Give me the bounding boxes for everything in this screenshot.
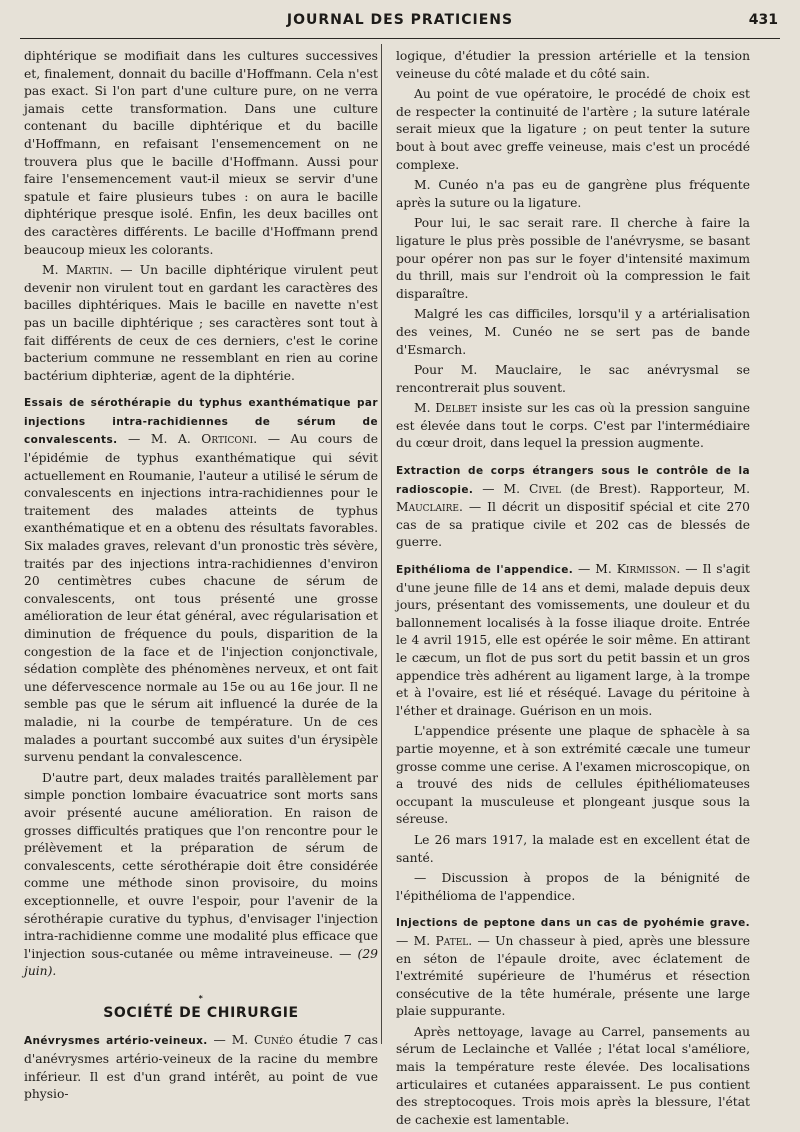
author-name: — M. Patel. (396, 933, 473, 948)
right-column (396, 48, 750, 1132)
date: (29 juin). (24, 946, 378, 979)
section-heading: * SOCIÉTÉ DE CHIRURGIE (24, 995, 378, 1023)
article-heading: Anévrysmes artério-veineux. (24, 1035, 208, 1048)
paragraph: Malgré les cas difficiles, lorsqu'il y a artérialisation des veines, M. Cunéo ne se sert pas de bande d'Esmarch. (396, 307, 750, 357)
author-name: — M. Civel (473, 481, 562, 496)
paragraph: Le 26 mars 1917, la malade est en excellent état de santé. (396, 832, 750, 865)
author-name: — M. Cunéo (207, 1033, 293, 1048)
paragraph: L'appendice présente une plaque de sphacèle à sa partie moyenne, et à son extrémité cæcale une tumeur grosse comme une cerise. A l'examen microscopique, on a trouvé des nids de cellules épithéliomateuses occupant la musculeuse et plongeant jusque sous la séreuse. (396, 724, 750, 827)
speaker-name: M. Martin. (42, 263, 113, 278)
article-paragraph: Anévrysmes artério-veineux. — M. Cunéo étudie 7 cas d'anévrysmes artério-veineux de la racine du membre inférieur. Il est d'un grand intérêt, au point de vue physio- (24, 1033, 378, 1102)
ornament: * (198, 993, 204, 1003)
paragraph: M. Delbet insiste sur les cas où la pression sanguine est élevée dans tout le corps. C'est par l'intermédiaire du cœur droit, dans lequel la pression augmente. (396, 401, 750, 451)
rapporteur-name: Mauclaire. (396, 500, 463, 515)
article-heading: Epithélioma de l'appendice. (396, 564, 574, 577)
speaker-name: M. Delbet (414, 401, 477, 416)
journal-title: JOURNAL DES PRATICIENS (286, 12, 514, 28)
author-name: — M. A. Orticoni. (117, 432, 258, 447)
article-paragraph: Injections de peptone dans un cas de pyohémie grave. — M. Patel. — Un chasseur à pied, après une blessure en séton de l'épaule droite, avec éclatement de l'extrémité supérieure de l'humérus et résection consécutive de la tête humérale, présente une large plaie suppurante. (396, 917, 750, 1019)
paragraph: D'autre part, deux malades traités parallèlement par simple ponction lombaire évacuatrice sont morts sans avoir présenté aucune amélioration. En raison de grosses difficultés pratiques que l'on rencontre pour le prélèvement et la préparation de sérum de convalescents, cette sérothérapie doit être considérée comme une méthode sinon provisoire, du moins exceptionnelle, et ouvre l'espoir, pour l'avenir de la sérothérapie curative du typhus, d'envisager l'injection intra-rachidienne comme une modalité plus efficace que l'injection sous-cutanée ou même intraveineuse. — (29 juin). (24, 770, 378, 979)
paragraph: Après nettoyage, lavage au Carrel, pansements au sérum de Leclainche et Vallée ; l'état local s'améliore, mais la température reste élevée. Des localisations articulaires et cutanées apparaissent. Le pus contient des streptocoques. Trois mois après la blessure, l'état de cachexie est lamentable. (396, 1024, 750, 1127)
paragraph: Pour lui, le sac serait rare. Il cherche à faire la ligature le plus près possible de l'anévrysme, se basant pour opérer non pas sur le foyer d'intensité maximum du thrill, mais sur l'endroit où la compression le fait disparaître. (396, 216, 750, 301)
article-heading: Essais de sérothérapie du typhus exanthématique par injections intra-rachidiennes de sérum de convalescents. (24, 397, 378, 447)
page-number: 431 (748, 12, 778, 28)
column-divider (381, 44, 382, 1044)
paragraph: M. Cunéo n'a pas eu de gangrène plus fréquente après la suture ou la ligature. (396, 178, 750, 210)
article-paragraph: Extraction de corps étrangers sous le contrôle de la radioscopie. — M. Civel (de Brest). Rapporteur, M. Mauclaire. — Il décrit un dispositif spécial et cite 270 cas de sa pratique civile et 202 cas de blessés de guerre. (396, 465, 750, 550)
article-paragraph: Epithélioma de l'appendice. — M. Kirmisson. — Il s'agit d'une jeune fille de 14 ans et demi, malade depuis deux jours, présentant des vomissements, une douleur et du ballonnement localisés à la fosse iliaque droite. Entrée le 4 avril 1915, elle est opérée le soir même. En attirant le cæcum, un flot de pus sort du petit bassin et un gros appendice très adhérent au ligament large, à la trompe et à l'ovaire, est lié et réséqué. Lavage du péritoine à l'éther et drainage. Guérison en un mois. (396, 562, 750, 718)
header-rule (20, 38, 780, 39)
paragraph: logique, d'étudier la pression artérielle et la tension veineuse du côté malade et du côté sain. (396, 49, 750, 81)
paragraph: — Discussion à propos de la bénignité de l'épithélioma de l'appendice. (396, 871, 750, 903)
article-paragraph: Essais de sérothérapie du typhus exanthématique par injections intra-rachidiennes de sérum de convalescents. — M. A. Orticoni. — Au cours de l'épidémie de typhus exanthématique qui sévit actuellement en Roumanie, l'auteur a utilisé le sérum de convalescents en injections intra-rachidiennes pour le traitement des malades atteints de typhus exanthématique et en a obtenu des résultats favorables. Six malades graves, relevant d'un pronostic très sévère, traités par des injections intra-rachidiennes d'environ 20 centimètres cubes chacune de sérum de convalescents, ont tous présenté une grosse amélioration de leur état général, avec régularisation et diminution de fréquence du pouls, disparition de la congestion de la face et de l'injection conjonctivale, sédation complète des phénomènes nerveux, et ont fait une défervescence normale au 15e ou au 16e jour. Il ne semble pas que le sérum ait influencé la durée de la maladie, ni la courbe de température. Un de ces malades a pourtant succombé aux suites d'un érysipèle survenu pendant la convalescence. (24, 397, 378, 765)
article-heading: Injections de peptone dans un cas de pyohémie grave. (396, 917, 750, 930)
left-column (24, 48, 378, 1107)
article-heading: Extraction de corps étrangers sous le contrôle de la radioscopie. (396, 465, 750, 496)
paragraph: diphtérique se modifiait dans les cultures successives et, finalement, donnait du bacille d'Hoffmann. Cela n'est pas exact. Si l'on part d'une culture pure, on ne verra jamais cette transformation. Dans une culture contenant du bacille diphtérique et du bacille d'Hoffmann, en refaisant l'ensemencement on ne trouvera plus que le bacille d'Hoffmann. Aussi pour faire l'ensemencement vaut-il mieux se servir d'une spatule et faire plusieurs tubes : on aura le bacille diphtérique presque isolé. Enfin, les deux bacilles ont des caractères différents. Le bacille d'Hoffmann prend beaucoup mieux les colorants. (24, 49, 378, 257)
running-header (20, 12, 780, 34)
paragraph: M. Martin. — Un bacille diphtérique virulent peut devenir non virulent tout en gardant les caractères des bacilles diphtériques. Mais le bacille en navette n'est pas un bacille diphtérique ; ses caractères sont tout à fait différents de ceux de ces derniers, c'est le corine bacterium commune ne ressemblant en rien au corine bactérium diphteriæ, agent de la diphtérie. (24, 263, 378, 383)
paragraph: Au point de vue opératoire, le procédé de choix est de respecter la continuité de l'artère ; la suture latérale serait mieux que la ligature ; on peut tenter la suture bout à bout avec greffe veineuse, mais c'est un procédé complexe. (396, 87, 750, 172)
author-name: — M. Kirmisson. (573, 562, 681, 577)
paragraph: Pour M. Mauclaire, le sac anévrysmal se rencontrerait plus souvent. (396, 363, 750, 395)
